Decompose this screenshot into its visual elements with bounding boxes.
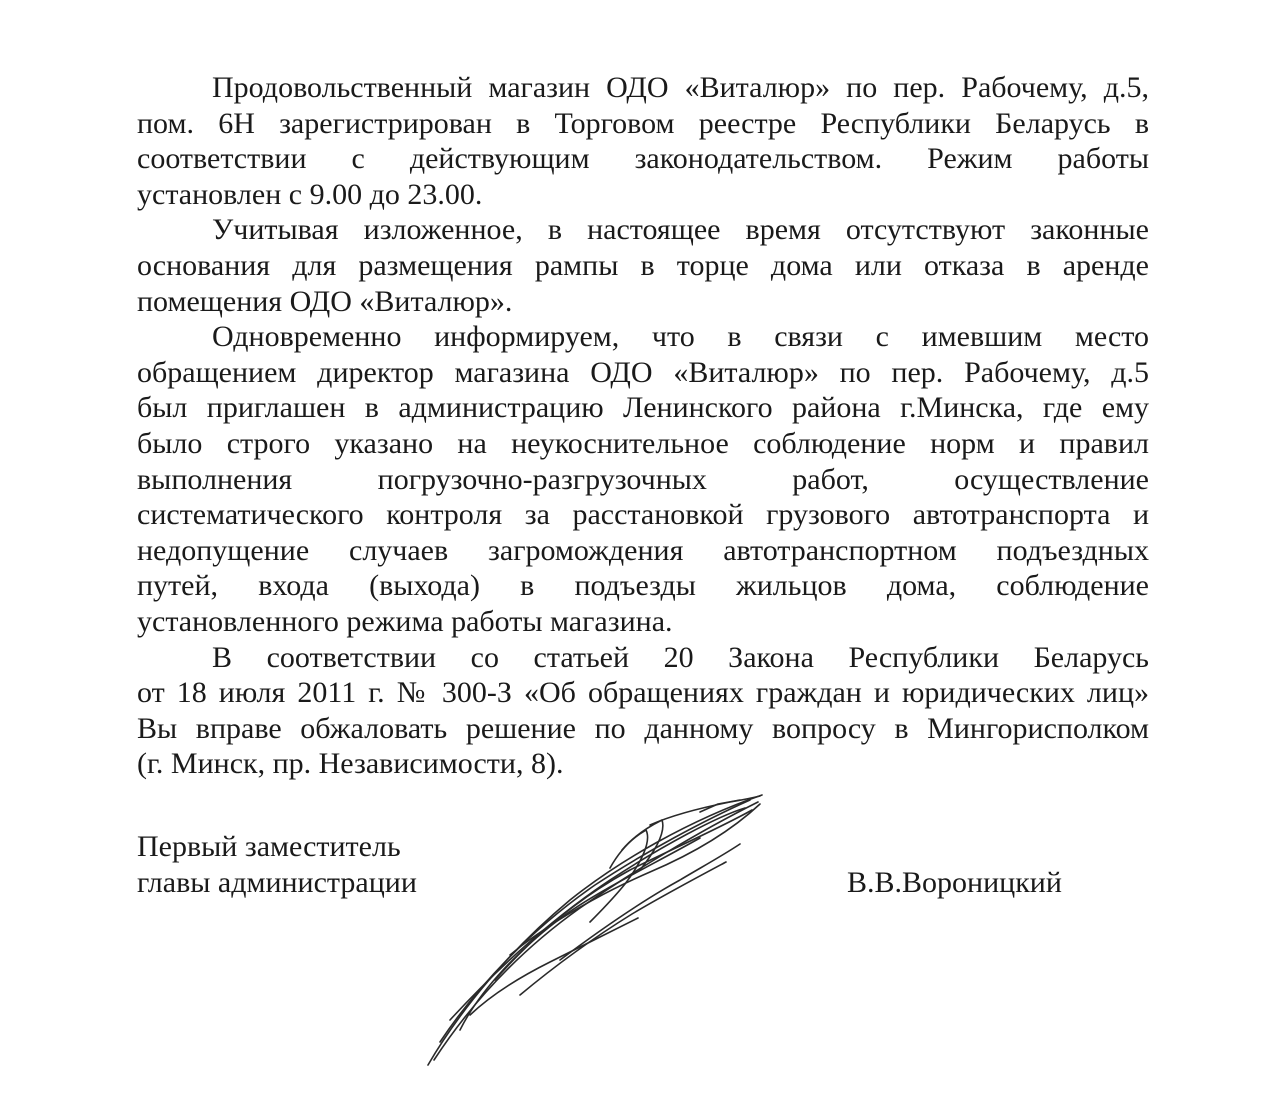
paragraph-appeal-rights [137,640,1149,782]
text-line: (г. Минск, пр. Независимости, 8). [137,747,564,781]
text-line: недопущение случаев загромождения автотранспортном подъездных [137,533,1149,567]
letter-body [137,70,1149,782]
signer-title-line1: Первый заместитель [137,830,401,863]
text-line: был приглашен в администрацию Ленинского района г.Минска, где ему [137,391,1149,425]
signer-title-line2: главы администрации [137,866,417,899]
text-line: В соответствии со статьей 20 Закона Республики Беларусь [212,640,1149,674]
text-line: систематического контроля за расстановкой грузового автотранспорта и [137,498,1149,532]
text-line: соответствии с действующим законодательством. Режим работы [137,142,1149,176]
text-line: установленного режима работы магазина. [137,604,673,638]
text-line: установлен с 9.00 до 23.00. [137,177,483,211]
paragraph-grounds [137,212,1149,319]
text-line: пом. 6Н зарегистрирован в Торговом реестре Республики Беларусь в [137,106,1149,140]
text-line: Учитывая изложенное, в настоящее время отсутствуют законные [212,213,1149,247]
text-line: помещения ОДО «Виталюр». [137,284,513,318]
text-line: Одновременно информируем, что в связи с имевшим место [212,320,1149,354]
paragraph-registration [137,70,1149,212]
text-line: от 18 июля 2011 г. № 300-З «Об обращениях граждан и юридических лиц» [137,676,1149,710]
text-line: было строго указано на неукоснительное соблюдение норм и правил [137,426,1149,460]
text-line: Вы вправе обжаловать решение по данному вопросу в Мингорисполком [137,711,1149,745]
text-line: путей, входа (выхода) в подъезды жильцов дома, соблюдение [137,569,1149,603]
text-line: Продовольственный магазин ОДО «Виталюр» по пер. Рабочему, д.5, [212,71,1149,104]
paragraph-director-invited [137,319,1149,639]
text-line: обращением директор магазина ОДО «Виталюр» по пер. Рабочему, д.5 [137,355,1149,389]
text-line: выполнения погрузочно-разгрузочных работ, осуществление [137,462,1149,496]
handwritten-signature [400,780,800,1080]
signer-name: В.В.Вороницкий [847,866,1062,899]
text-line: основания для размещения рампы в торце дома или отказа в аренде [137,248,1149,282]
signer-title [137,829,417,901]
